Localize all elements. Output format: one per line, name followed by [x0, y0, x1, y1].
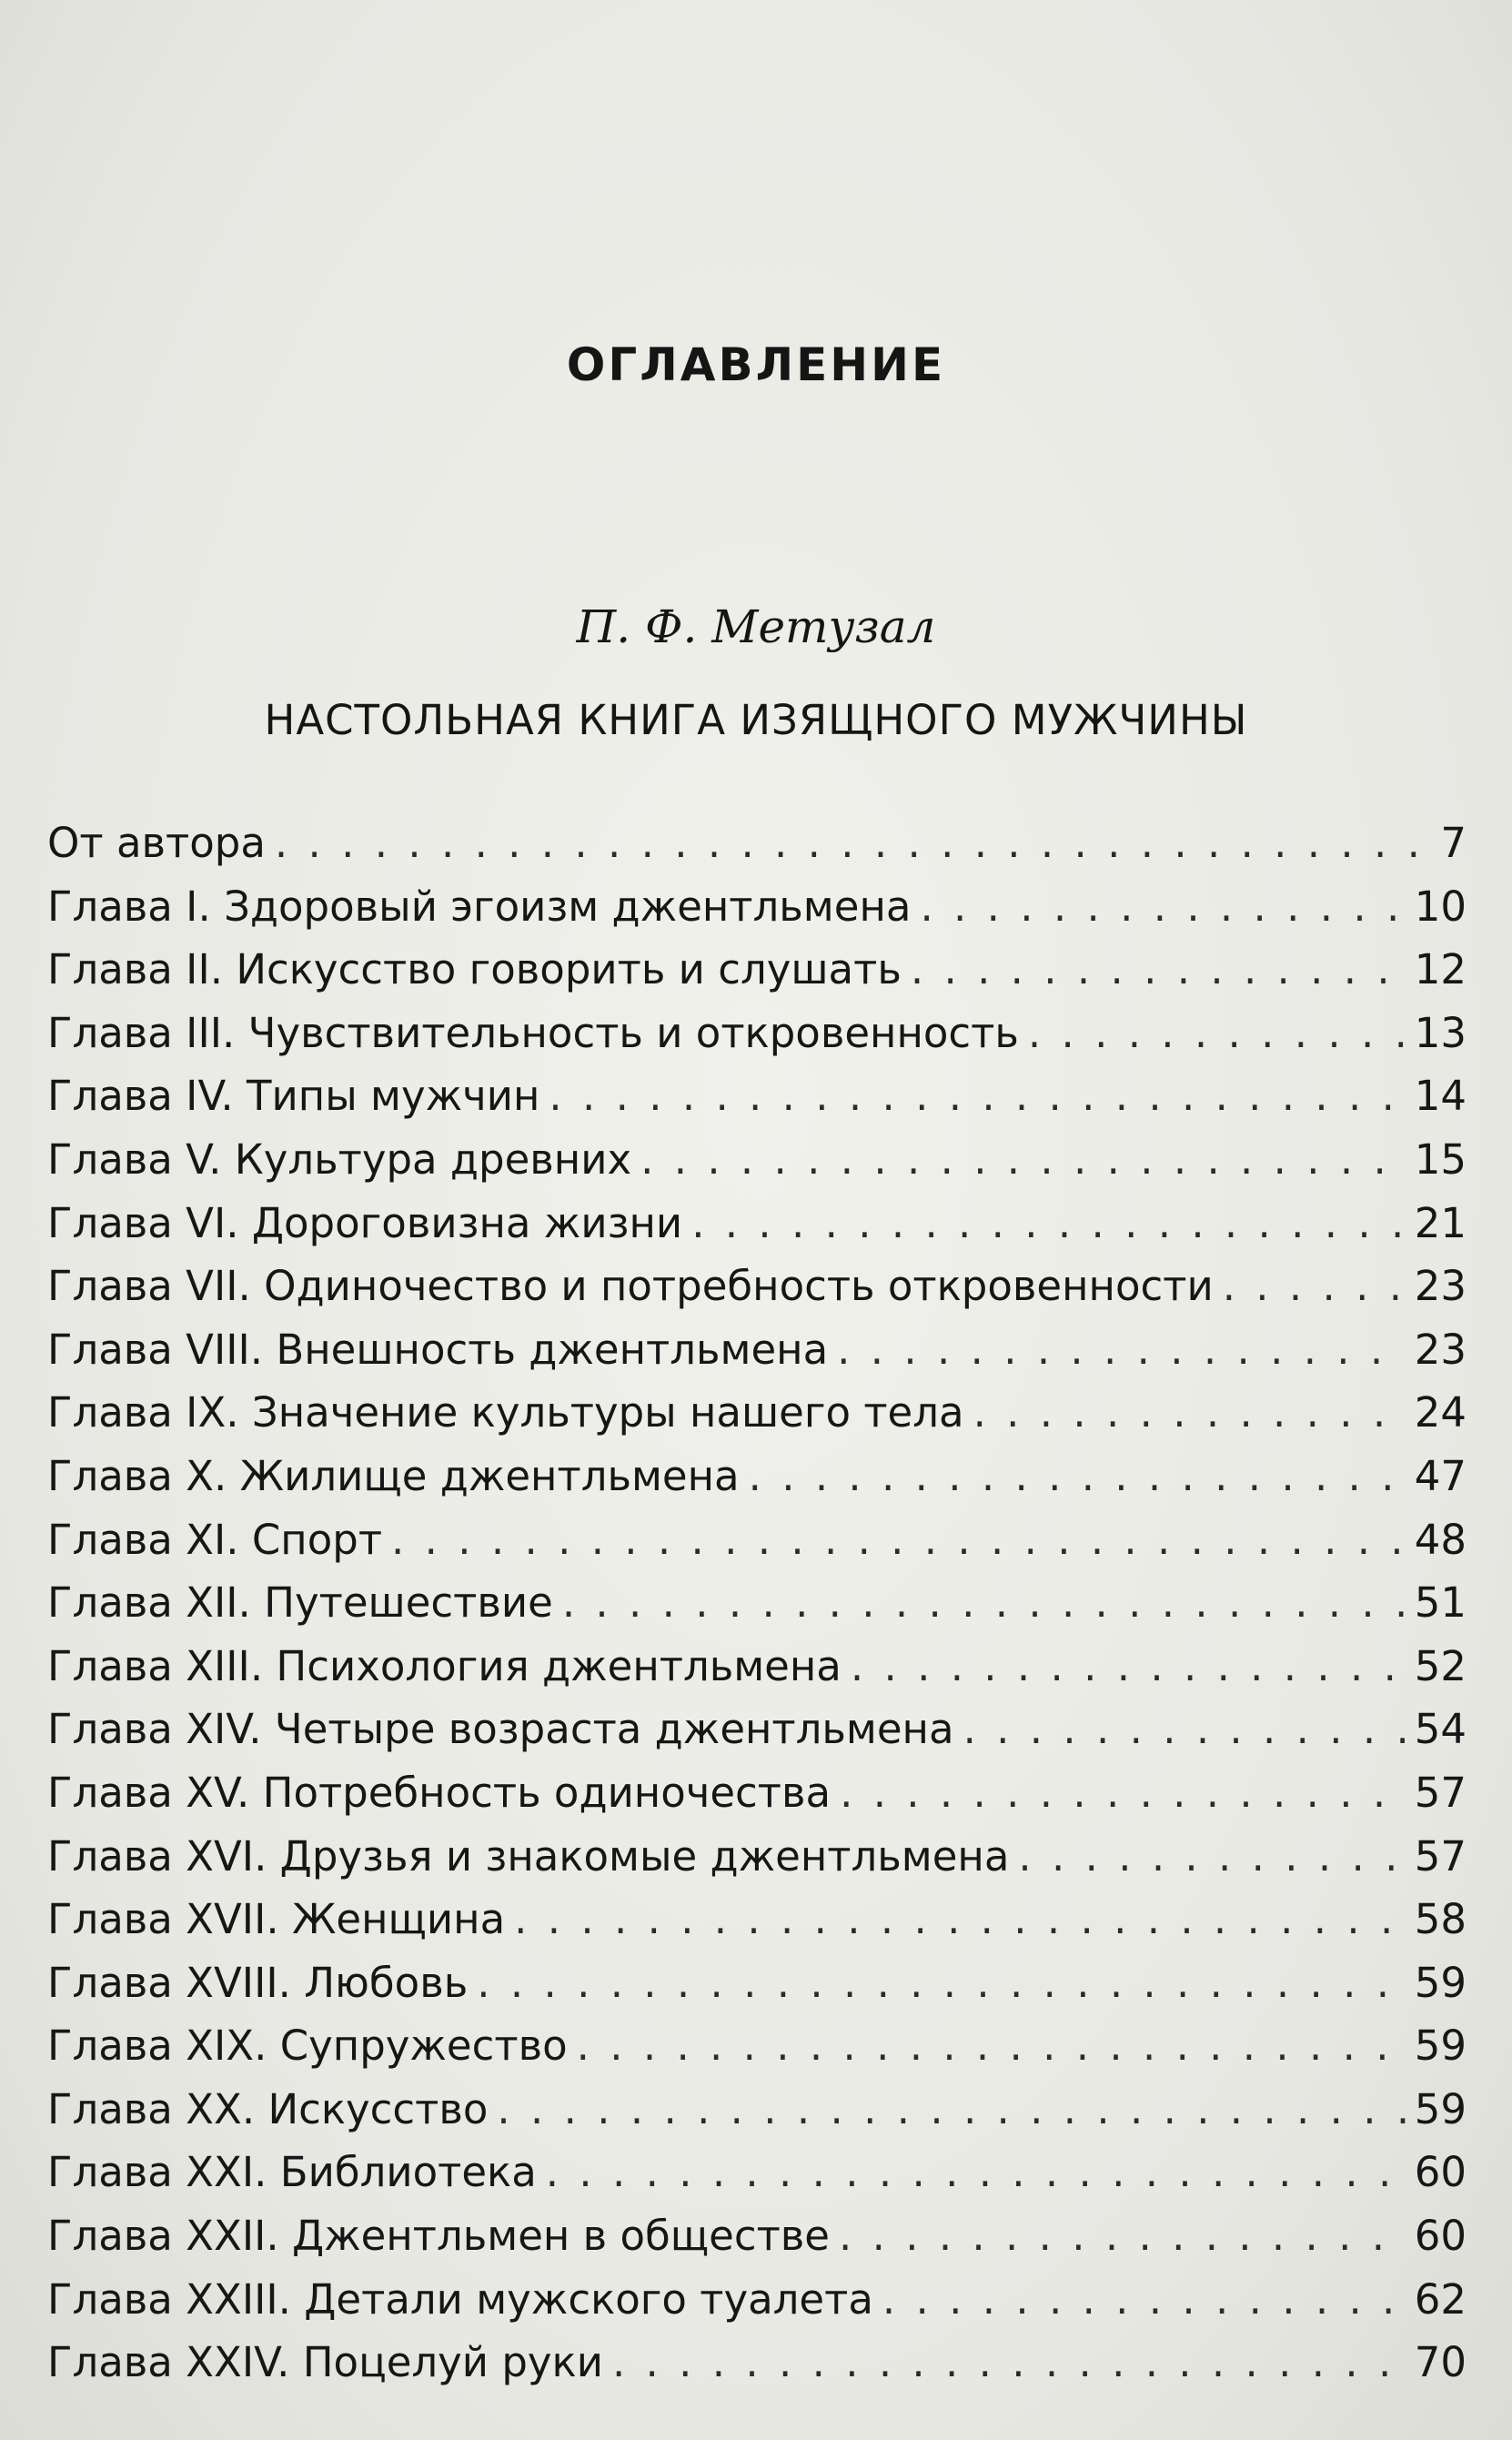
toc-entry [47, 1452, 1467, 1516]
toc-entry-title: Глава III. Чувствительность и откровенность [47, 1008, 1019, 1057]
toc-entry-page: 62 [1414, 2274, 1467, 2324]
dot-leader [391, 1516, 1406, 1564]
toc-entry-title: Глава VIII. Внешность джентльмена [47, 1325, 829, 1374]
toc-entry-title: Глава XVII. Женщина [47, 1895, 506, 1944]
toc-entry-page: 13 [1414, 1008, 1467, 1057]
toc-entry-page: 51 [1414, 1578, 1467, 1628]
book-title: НАСТОЛЬНАЯ КНИГА ИЗЯЩНОГО МУЖЧИНЫ [264, 696, 1248, 744]
dot-leader [562, 1578, 1406, 1627]
toc-entry [47, 1135, 1467, 1199]
dot-leader [963, 1705, 1406, 1753]
toc-entry [47, 2148, 1467, 2212]
toc-entry-title: Глава XV. Потребность одиночества [47, 1768, 832, 1817]
toc-entry-page: 59 [1414, 2022, 1467, 2071]
toc-entry [47, 1642, 1467, 1706]
toc-entry [47, 819, 1467, 882]
toc-entry [47, 1832, 1467, 1896]
toc-entry-page: 57 [1414, 1831, 1467, 1880]
dot-leader [851, 1642, 1406, 1690]
toc-entry [47, 1072, 1467, 1135]
toc-entry-page: 59 [1414, 1958, 1467, 2007]
toc-entry [47, 1388, 1467, 1452]
toc-entry-page: 54 [1414, 1705, 1467, 1754]
toc-entry-title: Глава XXIV. Поцелуй руки [47, 2338, 603, 2387]
toc-entry-page: 10 [1414, 882, 1467, 931]
toc-entry-page: 58 [1414, 1895, 1467, 1944]
toc-entry-page: 47 [1414, 1451, 1467, 1500]
toc-entry-title: Глава VII. Одиночество и потребность откровенности [47, 1262, 1214, 1311]
dot-leader [840, 1769, 1406, 1817]
toc-entry-title: Глава V. Культура древних [47, 1134, 632, 1184]
toc-entry-title: Глава XII. Путешествие [47, 1578, 553, 1628]
toc-entry-page: 15 [1414, 1134, 1467, 1184]
toc-entry-page: 57 [1414, 1768, 1467, 1817]
toc-entry [47, 2338, 1467, 2402]
dot-leader [477, 1959, 1405, 2007]
toc-entry [47, 2275, 1467, 2339]
toc-entry-title: Глава VI. Дороговизна жизни [47, 1198, 683, 1247]
toc-entry-page: 23 [1414, 1325, 1467, 1374]
toc-entry-page: 23 [1414, 1262, 1467, 1311]
toc-entry [47, 2212, 1467, 2275]
toc-entry-page: 60 [1414, 2148, 1467, 2197]
toc-entry-page: 7 [1440, 819, 1467, 867]
toc-entry-title: Глава I. Здоровый эгоизм джентльмена [47, 882, 912, 931]
toc-entry [47, 1262, 1467, 1326]
toc-entry [47, 1959, 1467, 2022]
dot-leader [546, 2148, 1406, 2196]
toc-entry-title: Глава XIV. Четыре возраста джентльмена [47, 1705, 954, 1754]
toc-entry [47, 1199, 1467, 1263]
toc-entry [47, 1009, 1467, 1073]
toc-entry [47, 1895, 1467, 1959]
toc-entry-title: Глава XXI. Библиотека [47, 2148, 537, 2197]
toc-entry-title: От автора [47, 819, 266, 867]
dot-leader [514, 1895, 1406, 1943]
toc-entry-title: Глава XVIII. Любовь [47, 1958, 469, 2007]
toc-entry-page: 24 [1414, 1388, 1467, 1437]
dot-leader [1018, 1832, 1405, 1880]
toc-entry [47, 1326, 1467, 1389]
toc-entry-page: 21 [1414, 1198, 1467, 1247]
toc-entry-title: Глава XI. Спорт [47, 1515, 383, 1564]
toc-entry-title: Глава IV. Типы мужчин [47, 1072, 540, 1121]
toc-entry [47, 2022, 1467, 2085]
table-of-contents [47, 819, 1467, 2402]
dot-leader [691, 1199, 1406, 1247]
toc-entry-title: Глава IX. Значение культуры нашего тела [47, 1388, 964, 1437]
dot-leader [1223, 1262, 1406, 1310]
toc-entry [47, 945, 1467, 1009]
dot-leader [920, 882, 1405, 931]
dot-leader [640, 1135, 1406, 1184]
toc-entry [47, 882, 1467, 946]
dot-leader [577, 2022, 1406, 2070]
toc-entry-page: 59 [1414, 2084, 1467, 2133]
toc-entry-page: 60 [1414, 2212, 1467, 2261]
toc-entry-title: Глава XX. Искусство [47, 2084, 489, 2133]
dot-leader [973, 1388, 1406, 1437]
toc-entry [47, 1516, 1467, 1579]
toc-entry-page: 14 [1414, 1072, 1467, 1121]
dot-leader [882, 2275, 1406, 2324]
toc-entry-title: Глава X. Жилище джентльмена [47, 1451, 740, 1500]
toc-entry-page: 48 [1414, 1515, 1467, 1564]
toc-entry [47, 1769, 1467, 1832]
toc-entry-page: 12 [1414, 945, 1467, 994]
dot-leader [911, 945, 1406, 993]
toc-entry-title: Глава XXIII. Детали мужского туалета [47, 2274, 873, 2324]
toc-entry-title: Глава II. Искусство говорить и слушать [47, 945, 902, 994]
dot-leader [275, 819, 1431, 867]
toc-entry-title: Глава XIII. Психология джентльмена [47, 1641, 842, 1690]
toc-entry [47, 2085, 1467, 2149]
toc-entry [47, 1705, 1467, 1769]
dot-leader [612, 2338, 1406, 2386]
dot-leader [749, 1452, 1406, 1500]
toc-entry-title: Глава XIX. Супружество [47, 2022, 568, 2071]
toc-entry [47, 1578, 1467, 1642]
dot-leader [549, 1072, 1405, 1120]
toc-entry-page: 70 [1414, 2338, 1467, 2387]
toc-entry-title: Глава XVI. Друзья и знакомые джентльмена [47, 1831, 1010, 1880]
toc-entry-page: 52 [1414, 1641, 1467, 1690]
dot-leader [837, 1326, 1406, 1374]
contents-heading: ОГЛАВЛЕНИЕ [566, 338, 946, 391]
dot-leader [1028, 1009, 1406, 1057]
dot-leader [497, 2085, 1405, 2133]
dot-leader [839, 2212, 1406, 2260]
author-name: П. Ф. Метузал [576, 600, 936, 653]
toc-entry-title: Глава XXII. Джентльмен в обществе [47, 2212, 830, 2261]
